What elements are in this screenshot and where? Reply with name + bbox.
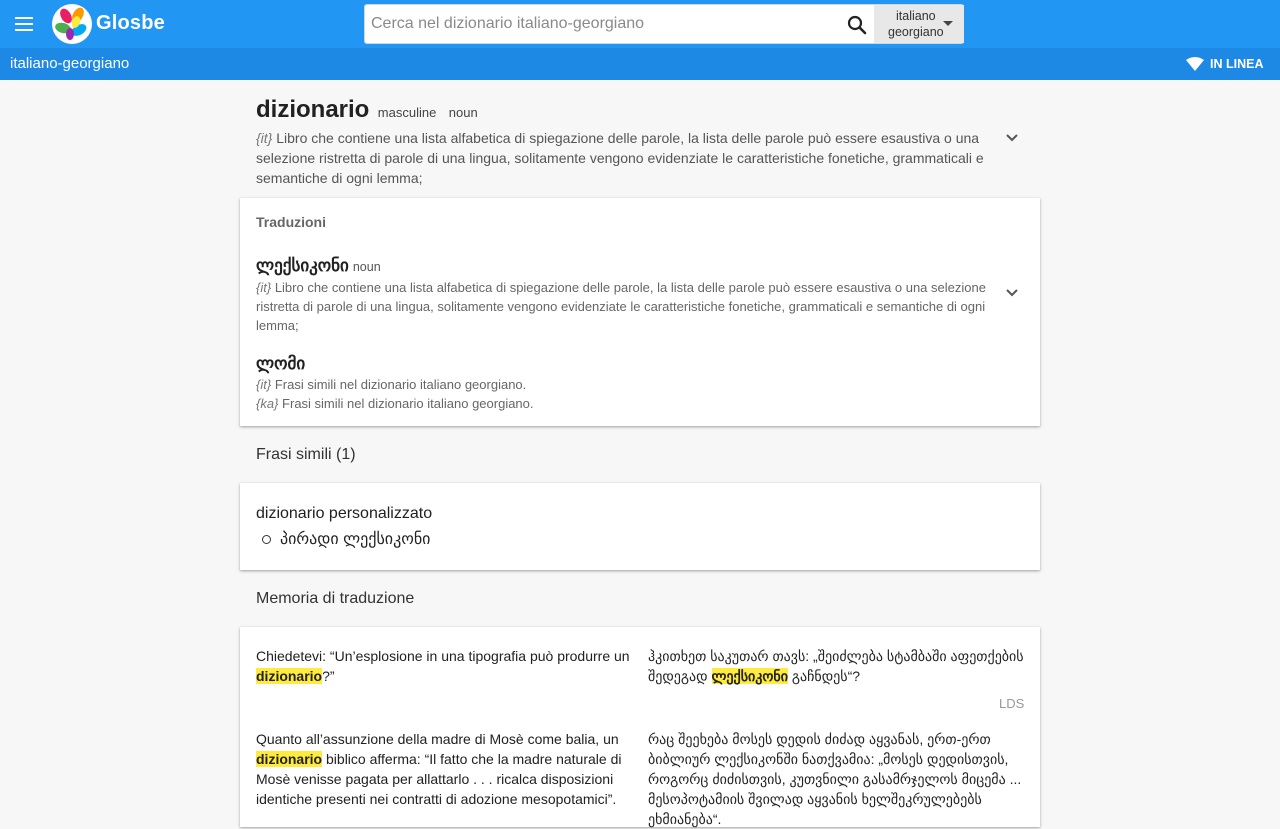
- headword: dizionario: [256, 96, 370, 123]
- translation-item[interactable]: [256, 354, 996, 413]
- translation-memory-card: [240, 627, 1040, 827]
- dropdown-caret-icon: [943, 21, 953, 26]
- translation-word[interactable]: ლომი: [256, 354, 306, 373]
- language-pair-label[interactable]: italiano-georgiano: [10, 55, 130, 72]
- source-highlight: dizionario: [256, 751, 323, 767]
- translations-title: Traduzioni: [256, 214, 326, 230]
- search-input[interactable]: [371, 5, 835, 43]
- definition-lang-tag: {it}: [256, 280, 272, 295]
- language-pair-bar: [0, 48, 1280, 80]
- definition-lang-tag: {it}: [256, 377, 272, 392]
- memory-source-badge[interactable]: LDS: [999, 696, 1025, 711]
- menu-icon[interactable]: [10, 10, 38, 38]
- definition-text: Frasi simili nel dizionario italiano georgiano.: [282, 396, 534, 411]
- similar-phrase-translation[interactable]: პირადი ლექსიკონი: [280, 531, 431, 548]
- pos-label: noun: [448, 105, 478, 120]
- search-box: [364, 4, 964, 44]
- memory-source-text: [256, 729, 631, 809]
- translation-definition: [256, 278, 996, 335]
- definition-text: Libro che contiene una lista alfabetica di spiegazione delle parole, la lista delle parole può essere esaustiva o una selezione ristretta di parole di una lingua, solitamente vengono evidenziate le caratteristiche fonetiche, grammaticali e semantiche di ogni lemma;: [256, 130, 984, 186]
- similar-phrases-title: Frasi simili (1): [256, 446, 356, 463]
- language-pair-select[interactable]: [874, 5, 964, 43]
- top-app-bar: [0, 0, 1280, 48]
- source-highlight: dizionario: [256, 668, 323, 684]
- brand-name[interactable]: Glosbe: [96, 12, 165, 34]
- glosbe-logo-icon[interactable]: [52, 4, 92, 44]
- similar-phrase[interactable]: dizionario personalizzato: [256, 505, 433, 522]
- source-text: biblico afferma: “Il fatto che la madre naturale di Mosè venisse pagata per allattarlo . . . ricalca disposizioni identiche presenti nei contratti di adozione mesopotamici”.: [256, 751, 622, 807]
- translation-definition: [256, 375, 996, 394]
- definition-text: Libro che contiene una lista alfabetica di spiegazione delle parole, la lista delle parole può essere esaustiva o una selezione ristretta di parole di una lingua, solitamente vengono evidenziate le caratteristiche fonetiche, grammaticali e semantiche di ogni lemma;: [256, 280, 986, 333]
- chevron-down-icon[interactable]: [1005, 286, 1019, 300]
- similar-phrases-card: [240, 483, 1040, 570]
- memory-row: [256, 646, 1026, 726]
- memory-source-text: [256, 646, 631, 686]
- chevron-down-icon[interactable]: [1005, 131, 1019, 145]
- memory-row: [256, 729, 1026, 829]
- lang-from-label: italiano: [896, 9, 936, 23]
- translation-item[interactable]: [256, 256, 996, 335]
- entry-header: [256, 96, 1026, 188]
- source-text: ?”: [322, 668, 335, 684]
- definition-lang-tag: {it}: [256, 130, 273, 146]
- translation-pos: noun: [352, 260, 381, 274]
- translation-word[interactable]: ლექსიკონი: [256, 256, 349, 275]
- translations-card: [240, 198, 1040, 426]
- lang-to-label: georgiano: [888, 25, 944, 39]
- online-status-text: IN LINEA: [1210, 57, 1264, 71]
- target-text: გაჩნდეს“?: [787, 668, 861, 684]
- entry-definition: [256, 128, 996, 188]
- gender-label: masculine: [377, 105, 437, 120]
- source-text: Quanto all’assunzione della madre di Mosè come balia, un: [256, 731, 619, 747]
- translation-memory-title: Memoria di traduzione: [256, 590, 415, 607]
- search-icon[interactable]: [845, 13, 869, 37]
- source-text: Chiedetevi: “Un’esplosione in una tipografia può produrre un: [256, 648, 630, 664]
- target-text: რაც შეეხება მოსეს დედის ძიძად აყვანას, ერთ-ერთ ბიბლიურ ლექსიკონში ნათქვამია: „მოსეს დედისთვის, როგორც ძიძისთვის, კუთვნილი გასამრჯელოს მიცემა ... მესოპოტამიის შვილად აყვანის ხელშეკრულებებს ეხმიანება“.: [648, 731, 1022, 827]
- target-highlight: ლექსიკონი: [711, 668, 788, 684]
- memory-target-text: [648, 729, 1026, 829]
- target-text: ჰკითხეთ საკუთარ თავს: „შეიძლება სტამბაში აფეთქების შედეგად: [648, 648, 1024, 684]
- memory-target-text: [648, 646, 1026, 686]
- translation-definition: [256, 394, 996, 413]
- definition-text: Frasi simili nel dizionario italiano georgiano.: [274, 377, 527, 392]
- definition-lang-tag: {ka}: [256, 396, 279, 411]
- wifi-icon: [1186, 57, 1204, 71]
